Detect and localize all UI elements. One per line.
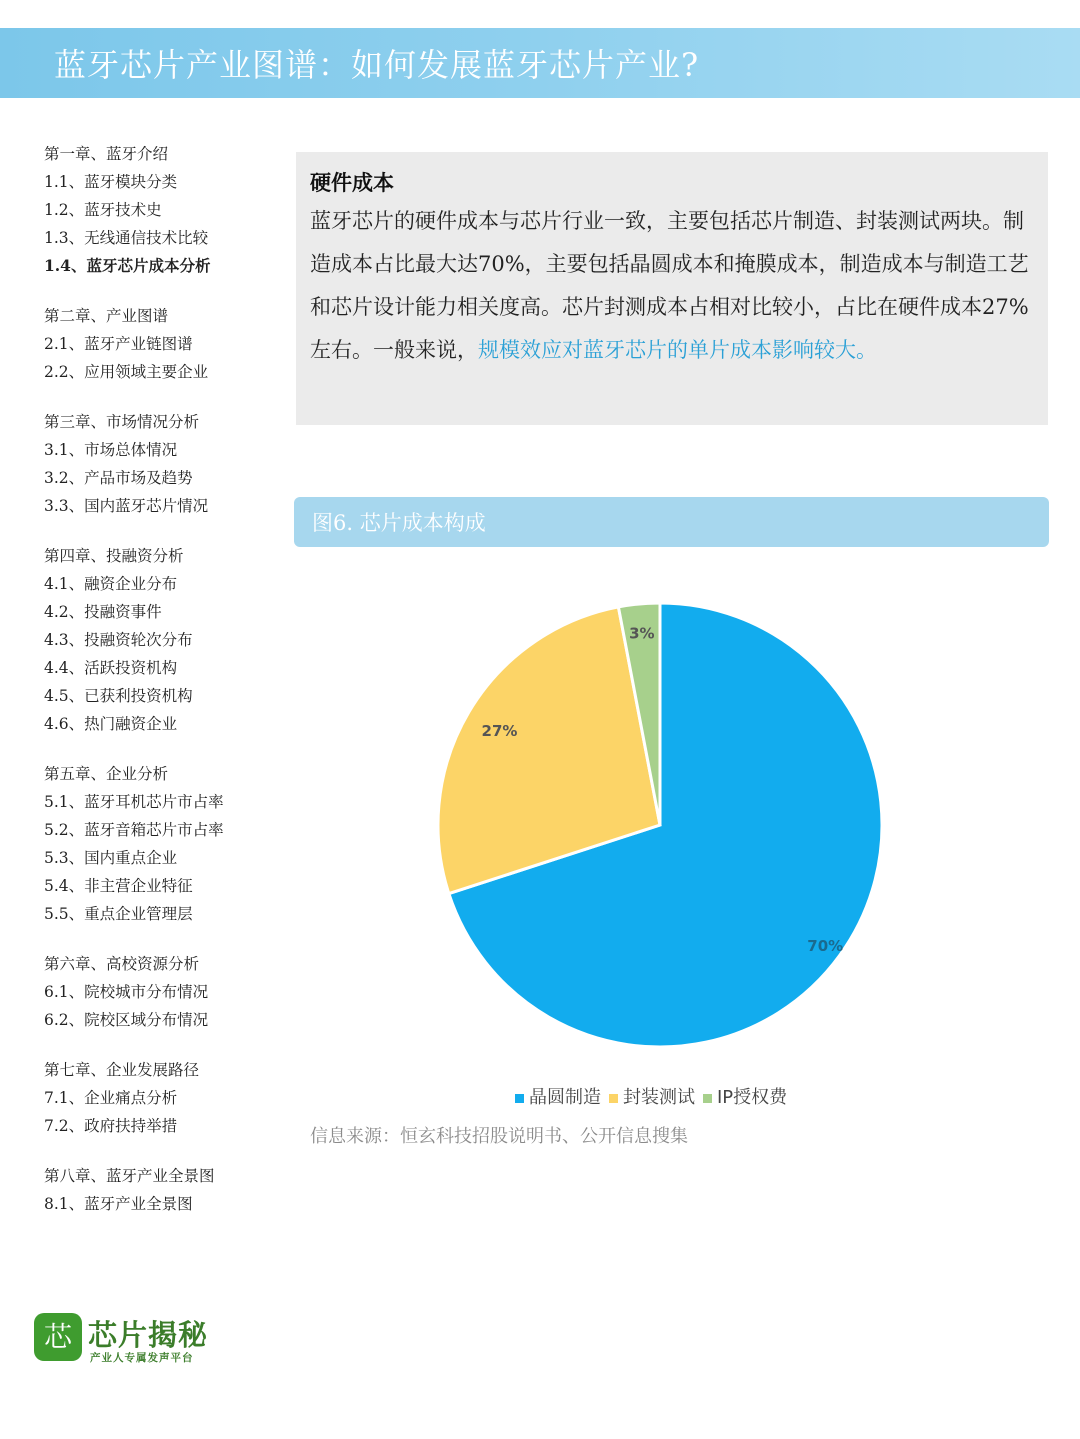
toc-section[interactable]: 7.2、政府扶持举措 — [44, 1117, 178, 1135]
paragraph-text: 蓝牙芯片的硬件成本与芯片行业一致，主要包括芯片制造、封装测试两块。制造成本占比最大达70%，主要包括晶圆成本和掩膜成本，制造成本与制造工艺和芯片设计能力相关度高。芯片封测成本占相对比较小，占比在硬件成本27%左右。一般来说， — [310, 209, 1029, 362]
brand-logo — [34, 1313, 234, 1369]
toc-group — [44, 302, 274, 386]
toc-section[interactable]: 1.4、蓝牙芯片成本分析 — [44, 256, 211, 275]
toc-section[interactable]: 1.3、无线通信技术比较 — [44, 229, 209, 247]
logo-mark-icon: 芯 — [34, 1313, 82, 1361]
toc-section[interactable]: 5.1、蓝牙耳机芯片市占率 — [44, 793, 224, 811]
toc-section[interactable]: 7.1、企业痛点分析 — [44, 1089, 178, 1107]
figure-title: 图6. 芯片成本构成 — [312, 511, 486, 535]
toc-section[interactable]: 1.2、蓝牙技术史 — [44, 201, 162, 219]
toc-section[interactable]: 3.3、国内蓝牙芯片情况 — [44, 497, 209, 515]
toc-section[interactable]: 1.1、蓝牙模块分类 — [44, 173, 178, 191]
toc-section[interactable]: 5.2、蓝牙音箱芯片市占率 — [44, 821, 224, 839]
toc-section[interactable]: 2.2、应用领域主要企业 — [44, 363, 209, 381]
table-of-contents — [44, 140, 274, 1240]
section-heading: 硬件成本 — [310, 170, 394, 195]
toc-chapter[interactable]: 第一章、蓝牙介绍 — [44, 145, 169, 163]
source-note: 信息来源：恒玄科技招股说明书、公开信息搜集 — [310, 1126, 688, 1147]
toc-group — [44, 1056, 274, 1140]
toc-group — [44, 760, 274, 928]
pie-label-1: 27% — [481, 722, 518, 741]
toc-section[interactable]: 2.1、蓝牙产业链图谱 — [44, 335, 193, 353]
logo-slogan: 产业人专属发声平台 — [90, 1352, 194, 1364]
toc-section[interactable]: 5.4、非主营企业特征 — [44, 877, 193, 895]
legend-item — [515, 1083, 601, 1109]
legend-swatch-icon — [515, 1094, 524, 1103]
toc-section[interactable]: 4.3、投融资轮次分布 — [44, 631, 193, 649]
legend-label: 晶圆制造 — [529, 1087, 601, 1108]
hardware-cost-section — [296, 152, 1048, 425]
toc-section[interactable]: 3.1、市场总体情况 — [44, 441, 178, 459]
toc-section[interactable]: 4.1、融资企业分布 — [44, 575, 178, 593]
toc-section[interactable]: 4.2、投融资事件 — [44, 603, 162, 621]
legend-label: 封装测试 — [623, 1087, 695, 1108]
toc-section[interactable]: 5.5、重点企业管理层 — [44, 905, 193, 923]
toc-chapter[interactable]: 第三章、市场情况分析 — [44, 413, 200, 431]
toc-group — [44, 140, 274, 280]
toc-chapter[interactable]: 第六章、高校资源分析 — [44, 955, 200, 973]
legend-swatch-icon — [703, 1094, 712, 1103]
legend-label: IP授权费 — [717, 1087, 788, 1108]
pie-label-0: 70% — [807, 937, 844, 956]
legend-swatch-icon — [609, 1094, 618, 1103]
toc-group — [44, 950, 274, 1034]
toc-group — [44, 408, 274, 520]
toc-section[interactable]: 5.3、国内重点企业 — [44, 849, 178, 867]
cost-pie-chart — [420, 585, 900, 1065]
page-title: 蓝牙芯片产业图谱：如何发展蓝牙芯片产业? — [54, 46, 700, 84]
logo-name: 芯片揭秘 — [88, 1318, 209, 1352]
toc-chapter[interactable]: 第五章、企业分析 — [44, 765, 169, 783]
legend-item — [609, 1083, 695, 1109]
figure-caption-bar — [294, 497, 1049, 547]
toc-chapter[interactable]: 第七章、企业发展路径 — [44, 1061, 200, 1079]
toc-section[interactable]: 3.2、产品市场及趋势 — [44, 469, 193, 487]
toc-section[interactable]: 6.2、院校区域分布情况 — [44, 1011, 209, 1029]
legend-item — [703, 1083, 787, 1109]
toc-section[interactable]: 6.1、院校城市分布情况 — [44, 983, 209, 1001]
toc-section[interactable]: 4.6、热门融资企业 — [44, 715, 178, 733]
section-paragraph — [310, 200, 1034, 372]
paragraph-highlight: 规模效应对蓝牙芯片的单片成本影响较大。 — [478, 338, 877, 362]
toc-chapter[interactable]: 第四章、投融资分析 — [44, 547, 184, 565]
chart-legend — [515, 1083, 915, 1109]
toc-chapter[interactable]: 第八章、蓝牙产业全景图 — [44, 1167, 215, 1185]
toc-chapter[interactable]: 第二章、产业图谱 — [44, 307, 169, 325]
toc-section[interactable]: 4.4、活跃投资机构 — [44, 659, 178, 677]
toc-section[interactable]: 4.5、已获利投资机构 — [44, 687, 193, 705]
pie-label-2: 3% — [629, 624, 655, 643]
toc-section[interactable]: 8.1、蓝牙产业全景图 — [44, 1195, 193, 1213]
toc-group — [44, 542, 274, 738]
toc-group — [44, 1162, 274, 1218]
page-header — [0, 28, 1080, 98]
